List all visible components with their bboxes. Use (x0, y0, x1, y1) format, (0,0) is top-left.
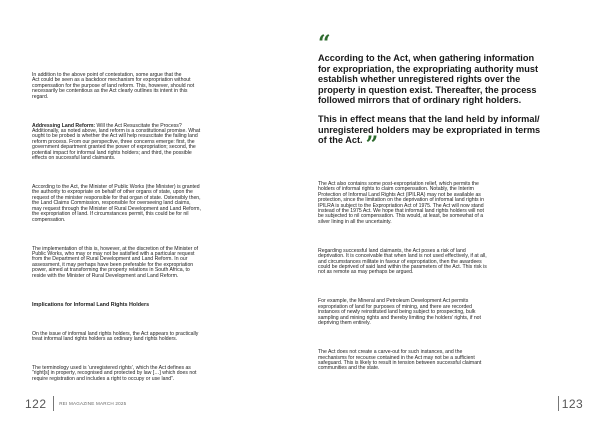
pull-quote-text: According to the Act, when gathering information for expropriation, the expropriating authority must establish whether unregistered rights over the property in question exist. Thereafter, the process followed mirrors that of ordinary right holders. (318, 53, 539, 106)
article-paragraph: The Act does not create a carve-out for such instances, and the mechanisms for recourse contained in the Act may not be a sufficient safeguard. This is likely to result in tension between successful claimant communities and the state. (318, 349, 482, 372)
pull-quote-text-2: This in effect means that the land held by informal/ unregistered holders may be expropriated in terms of the Act. (318, 113, 541, 146)
magazine-name: REI MAGAZINE MARCH 2025 (59, 401, 127, 406)
article-paragraph: In addition to the above point of contestation, some argue that the Act could be seen as a backdoor mechanism for expropriation without compensation for the purpose of land reform. This, however, should not necessarily be contentious as the Act clearly outlines its intent in this regard. (32, 72, 195, 100)
article-paragraph-with-lead (32, 124, 284, 162)
pull-quote-text (318, 113, 568, 159)
section-lead-heading: Addressing Land Reform: (32, 122, 96, 129)
article-paragraph: Regarding successful land claimants, the Act poses a risk of land deprivation. It is conceivable that when land is not used effectively, if at all, and circumstances militate in favour of expropriation, then the awardees could be deprived of said land within the parameters of the Act. This risk is not as remote as may perhaps be argued. (318, 247, 487, 276)
footer-divider (558, 396, 559, 411)
right-article-column (318, 164, 568, 395)
left-article-column (32, 55, 284, 406)
open-quote-icon: “ (318, 31, 329, 57)
section-lead-question: Will the Act Resuscitate the Process? (96, 122, 182, 129)
pull-quote (318, 31, 568, 159)
article-paragraph: For example, the Mineral and Petroleum Development Act permits expropriation of land for purposes of mining, and there are recorded instances of newly reinstituted land being subject to prospecting, bulk sampling and mining rights and thereby limiting the holders’ rights, if not depriving them entirely. (318, 298, 481, 327)
page-number: 122 (25, 396, 47, 411)
page-number: 123 (561, 396, 584, 411)
right-page-footer (552, 396, 583, 411)
close-quote-icon: ” (365, 132, 377, 159)
left-page-footer (25, 396, 126, 411)
article-paragraph-text: Additionally, as noted above, land reform is a constitutional promise. What ought to be probed is whether the Act will help resuscitate the failing land reform process. From our perspective, three concerns emerge: first, the government department granted the power of expropriation; second, the potential impact for informal land rights holders; and third, the possible effects on successful land claimants. (32, 128, 201, 162)
article-paragraph: The implementation of this is, however, at the discretion of the Minister of Public Works, who may or may not be satisfied with a particular request from the Department of Rural Development and Land Reform. In our assessment, it may perhaps have been preferable for the expropriation power, aimed at transforming the property relations in South Africa, to reside with the Minister of Rural Development and Land Reform. (32, 245, 199, 279)
article-paragraph: According to the Act, the Minister of Public Works (the Minister) is granted the authority to expropriate on behalf of other organs of state, upon the request of the minister responsible for that organ of state. Ostensibly then, the Land Claims Commission, responsible for overseeing land claims, may request through the Minister of Rural Development and Land Reform, the expropriation of land. If circumstances permit, this could be for nil compensation. (32, 184, 201, 223)
article-paragraph: The terminology used is ‘unregistered rights’, which the Act defines as “right[s] in property, recognised and protected by law […] which does not require registration and includes a right to occupy or use land”. (32, 364, 197, 382)
section-heading: Implications for Informal Land Rights Holders (32, 301, 150, 308)
footer-divider (53, 396, 54, 411)
article-paragraph: On the issue of informal land rights holders, the Act appears to practically treat informal land rights holders as ordinary land rights holders. (32, 330, 199, 342)
right-page (300, 0, 600, 424)
article-paragraph: The Act also contains some post-expropriation relief, which permits the holders of informal rights to claim compensation. Notably, the Interim Protection of Informal Land Rights Act (IPILRA) may not be available as protection, since the limitation on the deprivation of informal land rights in IPILRA is subject to the Expropriation Act of 1975. The Act will now stand instead of the 1975 Act. We hope that informal land rights holders will not be subjected to nil compensation. This would, at least, be somewhat of a silver lining in all the uncertainty. (318, 181, 485, 225)
